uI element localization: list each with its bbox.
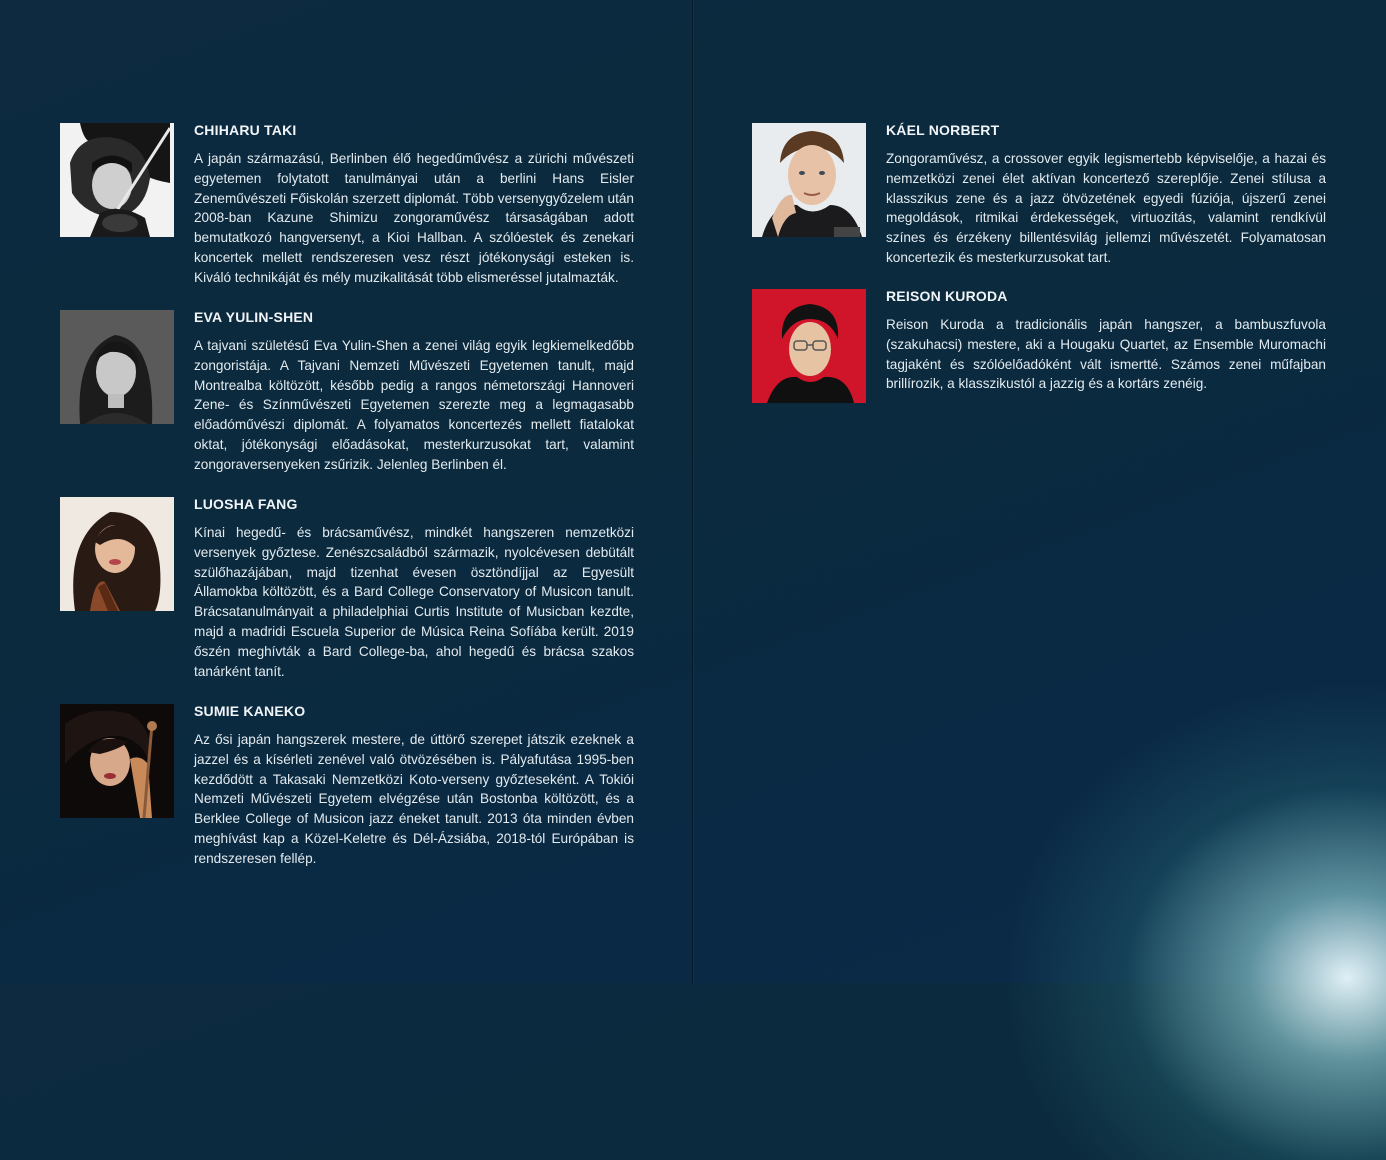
artist-photo: [60, 704, 174, 818]
artist-name: KÁEL NORBERT: [886, 122, 1000, 138]
pianist-color-photo-icon: [752, 123, 866, 237]
pianist-photo-icon: [60, 310, 174, 424]
artist-bio: A japán származású, Berlinben élő hegedűművész a zürichi művészeti egyetemen folytatott tanulmányai után a berlini Hans Eisler Zeneművészeti Főiskolán szerzett diplomát. Több versenygyőzelem után 2008-ban Kazune Shimizu zongoraművész társaságában adott bemutatkozó hangversenyt, a Kioi Hallban. A szólóestek és zenekari koncertek mellett rendszeresen vesz részt jótékonysági esteken is. Kiváló technikáját és mély muzikalitását több elismeréssel jutalmazták.: [194, 151, 634, 285]
artist-name: EVA YULIN-SHEN: [194, 309, 314, 325]
artist-bio: Az ősi japán hangszerek mestere, de úttörő szerepet játszik ezeknek a jazzel és a kísérleti zenével való ötvözésében is. Pályafutása 1995-ben kezdődött a Takasaki Nemzetközi Koto-verseny győzteseként. A Tokiói Nemzeti Művészeti Egyetem elvégzése után Bostonba költözött, és a Berklee College of Musicon jazz éneket tanult. 2013 óta minden évben meghívást kap a Közel-Keletre és Dél-Ázsiába, 2018-tól Európában is rendszeresen fellép.: [194, 732, 634, 866]
background-glow: [1000, 680, 1386, 1160]
artist-photo: [752, 289, 866, 403]
artist-bio: Zongoraművész, a crossover egyik legismertebb képviselője, a hazai és nemzetközi zenei élet aktívan koncertező szereplője. Zenei stílusa a klasszikus zene és a jazz ötvözetének egyedi fúziója, újszerű zenei megoldások, ritmikai érdekességek, virtuozitás, valamint rendkívül színes és érzékeny billentésvilág jellemzi művészetét. Folyamatosan koncertezik és mesterkurzusokat tart.: [886, 151, 1326, 265]
flutist-photo-icon: [752, 289, 866, 403]
artist-bio: Reison Kuroda a tradicionális japán hangszer, a bambuszfuvola (szakuhacsi) mestere, aki a Hougaku Quartet, az Ensemble Muromachi tagjaként és szólóelőadóként vált ismertté. Számos zenei műfajban brillírozik, a klasszikustól a jazzig és a kortárs zenéig.: [886, 317, 1326, 392]
artist-photo: [60, 310, 174, 424]
artist-photo: [60, 123, 174, 237]
violist-photo-icon: [60, 497, 174, 611]
artist-name: REISON KURODA: [886, 288, 1008, 304]
artist-name: CHIHARU TAKI: [194, 122, 297, 138]
artist-name: SUMIE KANEKO: [194, 703, 306, 719]
artist-bio: Kínai hegedű- és brácsaművész, mindkét hangszeren nemzetközi versenyek győztese. Zenészcsaládból származik, nyolcévesen debütált szülőhazájában, majd tizenhat évesen ösztöndíjjal az Egyesült Államokba költözött, és a Bard College Conservatory of Musicon tanult. Brácsatanulmányait a philadelphiai Curtis Institute of Musicban kezdte, majd a madridi Escuela Superior de Música Reina Sofíába került. 2019 őszén meghívták a Bard College-ba, ahol hegedű és brácsa szakos tanárként tanít.: [194, 525, 634, 679]
artist-photo: [60, 497, 174, 611]
artist-bio: A tajvani születésű Eva Yulin-Shen a zenei világ egyik legkiemelkedőbb zongoristája. A Tajvani Nemzeti Művészeti Egyetemen tanult, majd Montrealba költözött, később pedig a rangos németországi Hannoveri Zene- és Színművészeti Egyetemen szerezte meg a legmagasabb előadóművészi diplomát. A folyamatos koncertezés mellett fiatalokat oktat, jótékonysági előadásokat, mesterkurzusokat tart, valamint zongoraversenyeken zsűrizik. Jelenleg Berlinben él.: [194, 338, 634, 472]
violinist-photo-icon: [60, 123, 174, 237]
koto-player-photo-icon: [60, 704, 174, 818]
page-fold: [692, 0, 693, 983]
artist-name: LUOSHA FANG: [194, 496, 298, 512]
artist-photo: [752, 123, 866, 237]
